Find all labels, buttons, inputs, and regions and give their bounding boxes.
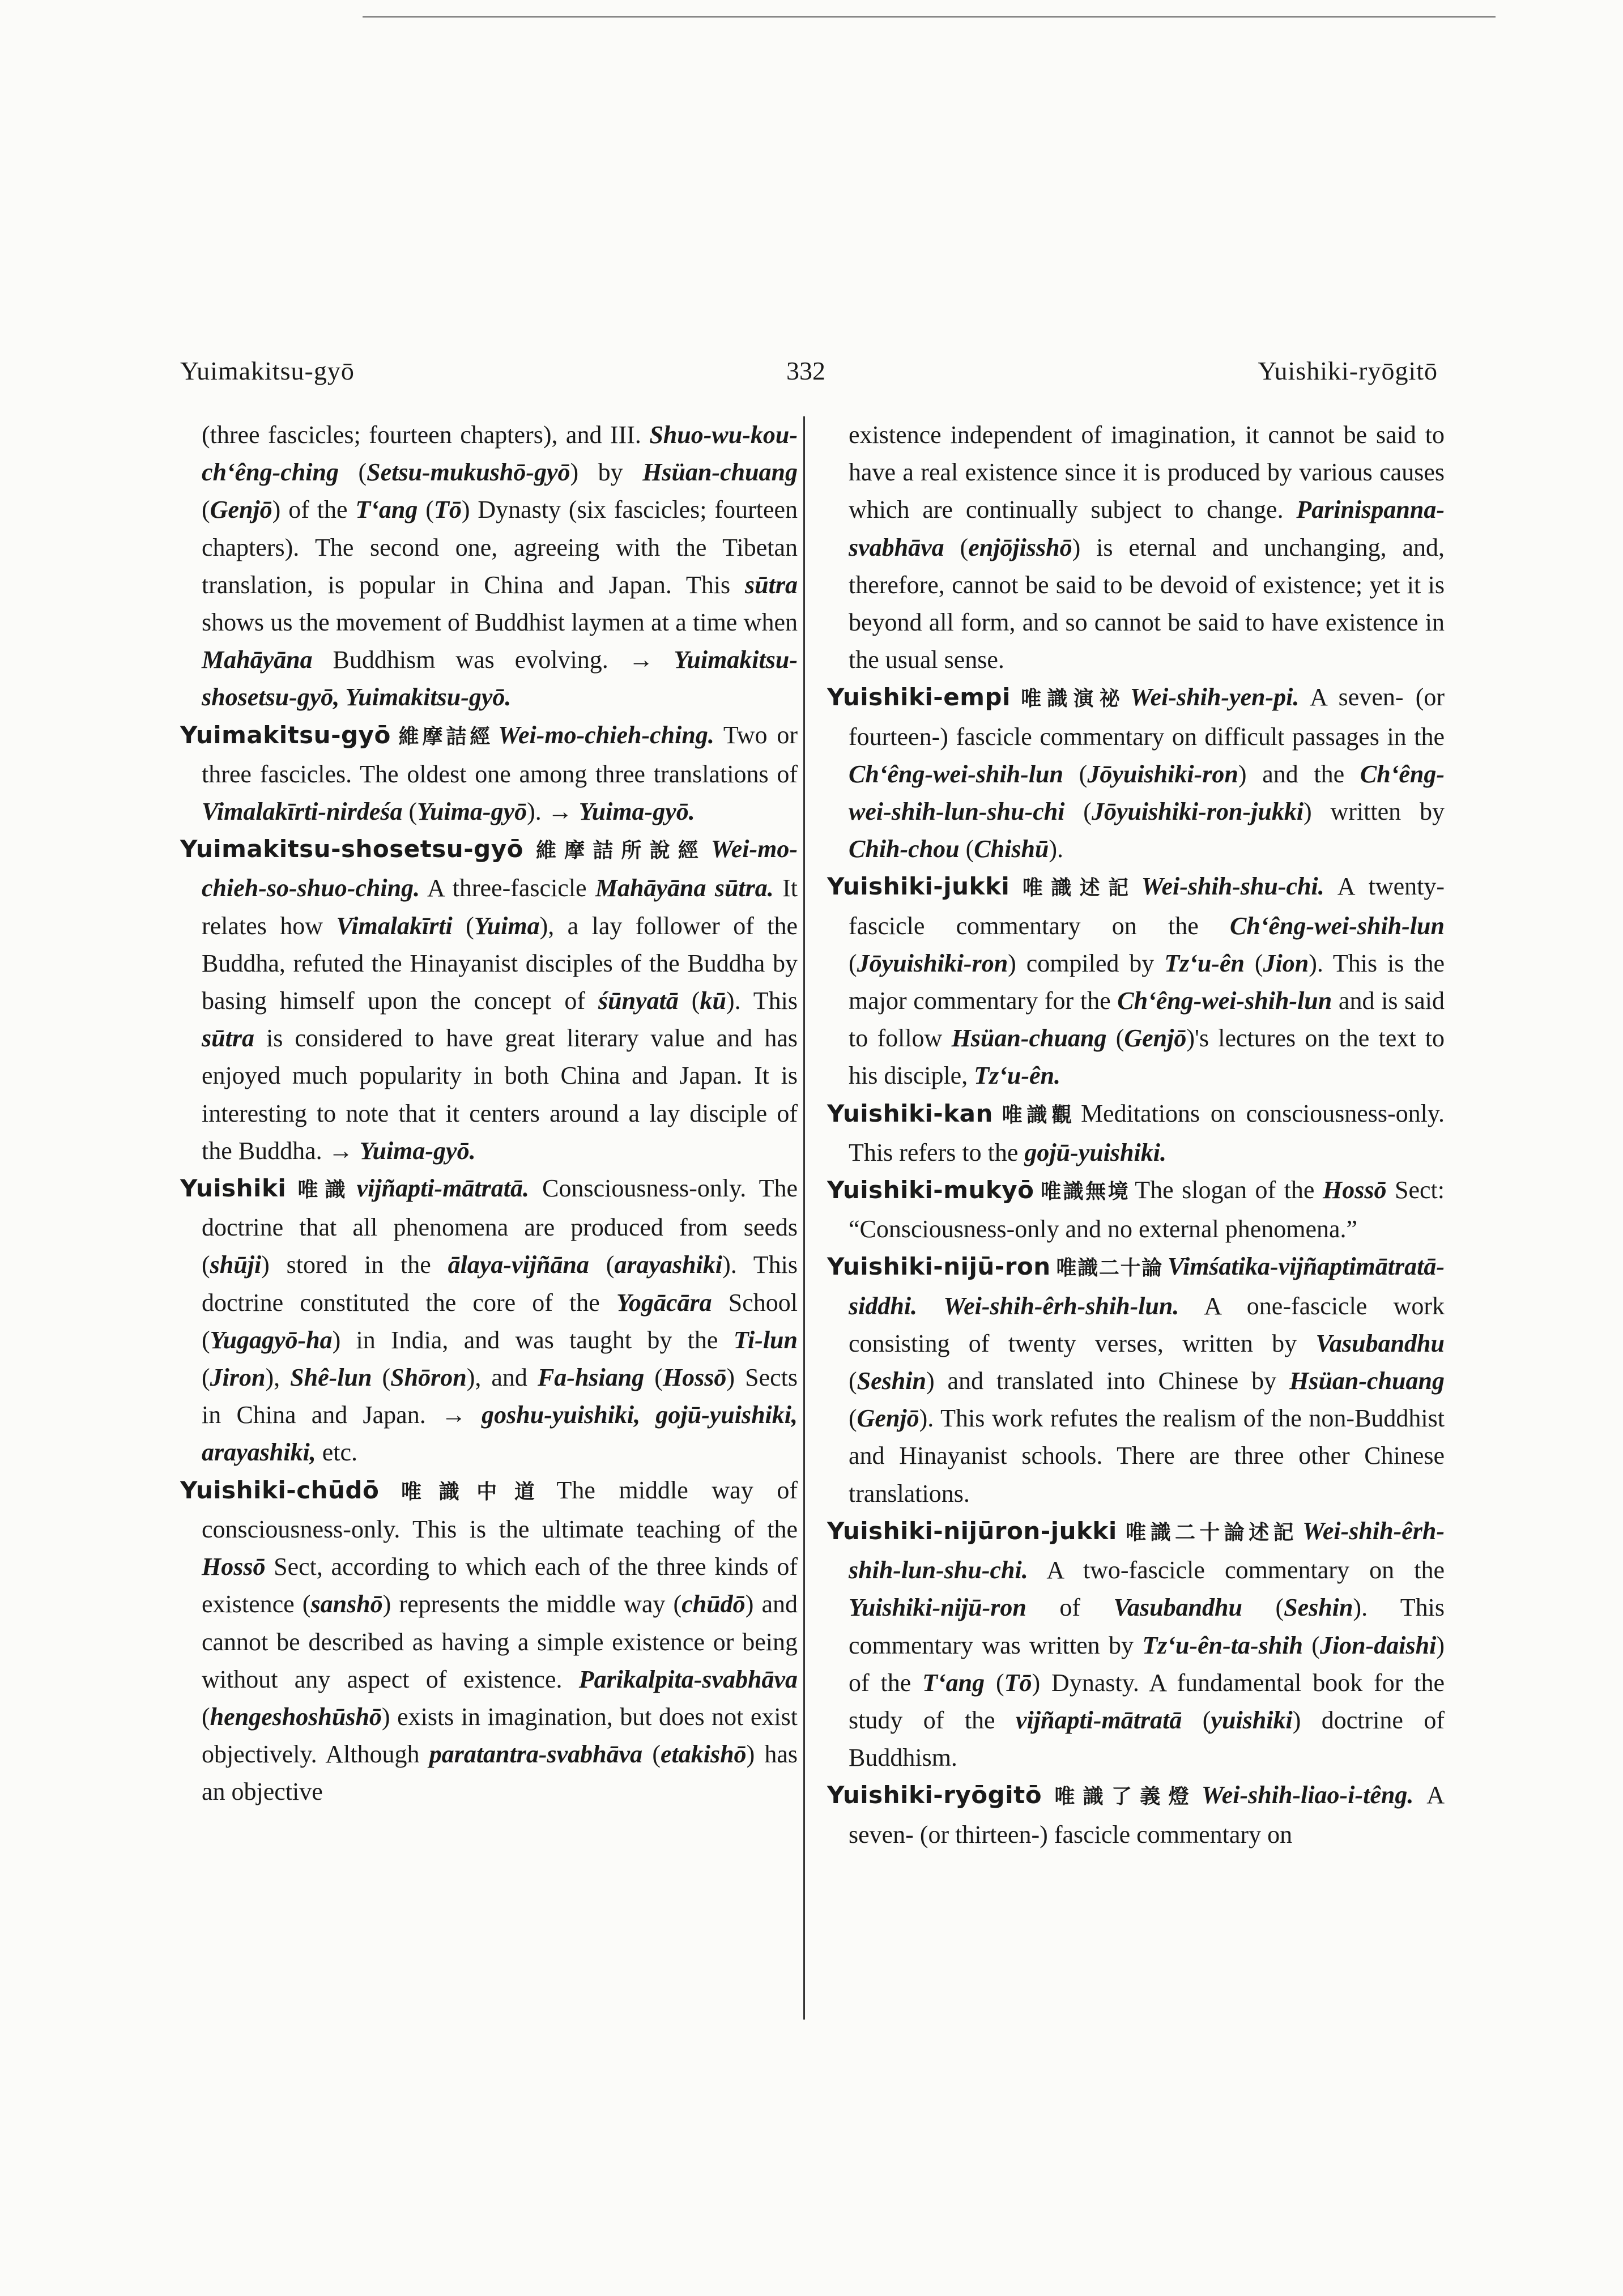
entry-kanji: 唯識觀 — [997, 1103, 1076, 1127]
entry-kanji: 唯識二十論述記 — [1121, 1520, 1298, 1544]
body-text: ( — [1244, 949, 1263, 977]
body-text: is considered to have great literary value and has enjoyed much popularity in both China and Japan. It is interesting to note that it centers around a lay disciple of the Buddha. → — [202, 1024, 798, 1165]
body-text: ) of the — [272, 496, 356, 524]
body-text: It relates how — [202, 874, 798, 940]
body-text: A seven- (or fourteen-) fascicle commentary on difficult passages in the — [849, 683, 1445, 751]
body-text: ), and — [466, 1364, 538, 1392]
italic-term: Vimalakīrti-nirdeśa — [202, 798, 403, 826]
body-text: A one-fascicle work consisting of twenty verses, written by — [849, 1292, 1445, 1357]
italic-term: Shōron — [390, 1364, 467, 1392]
italic-term: Yogācāra — [616, 1288, 712, 1317]
italic-term: Vimśatika-vijñaptimātratā-siddhi. — [849, 1253, 1445, 1320]
italic-term: Ch‘êng-wei-shih-lun — [1117, 987, 1332, 1015]
italic-term: Jōyuishiki-ron-jukki — [1091, 798, 1304, 826]
entry-headword: Yuishiki-kan — [827, 1099, 993, 1127]
entry-headword: Yuimakitsu-gyō — [180, 721, 391, 749]
italic-term: Yuimakitsu-shosetsu-gyō, Yuimakitsu-gyō. — [202, 646, 798, 712]
italic-term: Seshin — [1284, 1594, 1353, 1622]
entry-kanji: 維摩詰經 — [395, 725, 494, 748]
body-text: ) exists in imagination, but does not exist objectively. Although — [202, 1702, 798, 1769]
italic-term: Setsu-mukushō-gyō — [367, 458, 570, 487]
italic-term: Hossō — [202, 1553, 266, 1581]
dictionary-entry — [827, 868, 1445, 1094]
body-text: ( — [644, 1364, 663, 1392]
italic-term: Jōyuishiki-ron — [1087, 760, 1238, 788]
italic-term: Hossō — [1322, 1176, 1387, 1204]
body-text: of — [1026, 1594, 1114, 1622]
italic-term: Ch‘êng-wei-shih-lun-shu-chi — [849, 760, 1445, 826]
body-text: ( — [959, 835, 974, 863]
italic-term: sūtra — [202, 1024, 254, 1053]
italic-term: Vimalakīrti — [336, 911, 453, 940]
continuation-paragraph — [180, 416, 798, 717]
body-text: ). → — [527, 798, 579, 826]
body-text: ( — [1302, 1631, 1320, 1659]
italic-term: shūji — [210, 1251, 262, 1279]
body-text: ( — [1063, 760, 1088, 788]
body-text: ( — [1106, 1024, 1124, 1053]
italic-term: Hsüan-chuang — [951, 1024, 1107, 1053]
body-text: ) is eternal and unchanging, and, therefore, cannot be said to be devoid of existence; yet it is beyond all form, and so cannot be said to have existence in the usual sense. — [849, 533, 1445, 674]
body-text: shows us the movement of Buddhist laymen at a time when — [202, 608, 798, 637]
entry-kanji: 唯識二十論 — [1055, 1256, 1164, 1280]
body-text: ) Sects in China and Japan. → — [202, 1364, 798, 1429]
italic-term: Mahāyāna sūtra. — [595, 874, 774, 902]
entry-headword: Yuishiki-jukki — [827, 872, 1010, 901]
italic-term: Vasubandhu — [1113, 1594, 1242, 1622]
italic-term: Wei-mo-chieh-ching. — [498, 721, 714, 749]
italic-term: Wei-shih-yen-pi. — [1130, 683, 1300, 712]
italic-term: Jōyuishiki-ron — [857, 949, 1008, 977]
body-text: A three-fascicle — [420, 874, 595, 902]
body-text: ( — [678, 987, 700, 1015]
italic-term: enjōjisshō — [968, 533, 1072, 561]
entry-kanji: 唯識 — [291, 1178, 352, 1202]
body-text: ) Dynasty (six fascicles; fourteen chapters). The second one, agreeing with the Tibetan translation, is popular in China and Japan. This — [202, 496, 798, 599]
italic-term: yuishiki — [1211, 1706, 1293, 1734]
dictionary-entry — [180, 830, 798, 1170]
italic-term: goshu-yuishiki, gojū-yuishiki, arayashiki, — [202, 1401, 798, 1467]
body-text: ( — [372, 1364, 391, 1392]
body-text: ). This — [726, 987, 798, 1015]
body-text: Meditations on consciousness-only. This refers to the — [849, 1099, 1445, 1166]
italic-term: Ti-lun — [733, 1326, 798, 1354]
italic-term: paratantra-svabhāva — [429, 1740, 643, 1769]
italic-term: Wei-shih-êrh-shih-lun-shu-chi. — [849, 1517, 1445, 1584]
italic-term: Yuima-gyō. — [359, 1136, 476, 1165]
body-text: ) in India, and was taught by the — [332, 1326, 734, 1354]
body-text: ). — [1049, 835, 1064, 863]
body-text: ) and translated into Chinese by — [926, 1367, 1290, 1395]
body-text: ). This commentary was written by — [849, 1594, 1445, 1659]
body-text: ), a lay follower of the Buddha, refuted the Hinayanist disciples of the Buddha by basing himself upon the concept of — [202, 911, 798, 1015]
dictionary-entry — [827, 1777, 1445, 1853]
italic-term: Yuima-gyō. — [578, 798, 695, 826]
italic-term: Wei-shih-liao-i-têng. — [1201, 1781, 1414, 1809]
italic-term: Jion — [1263, 949, 1309, 977]
italic-term: vijñapti-mātratā — [1016, 1706, 1182, 1734]
entry-headword: Yuimakitsu-shosetsu-gyō — [180, 835, 523, 863]
italic-term: Jiron — [210, 1364, 266, 1392]
body-text: ) written by — [1303, 798, 1445, 826]
italic-term: śūnyatā — [598, 987, 679, 1015]
italic-term: Chishū — [974, 835, 1049, 863]
italic-term: Hsüan-chuang — [642, 458, 798, 487]
body-text: Consciousness-only. The doctrine that all phenomena are produced from seeds ( — [202, 1174, 798, 1279]
body-text: ) compiled by — [1008, 949, 1165, 977]
body-text: ( — [452, 911, 474, 940]
body-text: ( — [642, 1740, 661, 1769]
italic-term: vijñapti-mātratā. — [356, 1174, 529, 1203]
body-text: ( — [944, 533, 969, 561]
body-text: A two-fascicle commentary on the — [1028, 1556, 1445, 1584]
body-text: A twenty-fascicle commentary on the — [849, 872, 1445, 940]
italic-term: Shuo-wu-kou-ch‘êng-ching — [202, 421, 798, 487]
body-text: ( — [1064, 798, 1092, 826]
italic-term: T‘ang — [355, 496, 418, 524]
top-rule — [363, 16, 1496, 18]
body-text: )'s lectures on the text to his disciple, — [849, 1024, 1445, 1090]
body-text: etc. — [316, 1438, 357, 1467]
italic-term: T‘ang — [922, 1668, 985, 1697]
body-text: ), — [265, 1364, 291, 1392]
left-column — [180, 416, 798, 1811]
italic-term: Tō — [433, 496, 462, 524]
dictionary-entry — [180, 1170, 798, 1472]
italic-term: Jion-daishi — [1319, 1631, 1437, 1659]
body-text: (three fascicles; fourteen chapters), and III. — [202, 421, 650, 449]
italic-term: Genjō — [1124, 1024, 1187, 1053]
right-column — [827, 416, 1445, 1854]
body-text: Buddhism was evolving. → — [312, 646, 674, 674]
continuation-paragraph — [827, 416, 1445, 679]
italic-term: Yuima-gyō — [417, 798, 527, 826]
body-text: ) and cannot be described as having a simple existence or being without any aspect of existence. — [202, 1590, 798, 1693]
body-text: existence independent of imagination, it cannot be said to have a real existence since it is produced by various causes which are continually subject to change. — [849, 421, 1445, 524]
running-head-left: Yuimakitsu-gyō — [180, 356, 355, 385]
entry-kanji: 唯識中道 — [384, 1480, 552, 1503]
body-text: The middle way of consciousness-only. This is the ultimate teaching of the — [202, 1476, 798, 1543]
italic-term: Tō — [1004, 1668, 1032, 1697]
body-text: ( — [1182, 1706, 1211, 1734]
body-text: ( — [589, 1251, 615, 1279]
body-text — [917, 1292, 943, 1320]
italic-term: Seshin — [857, 1367, 926, 1395]
body-text: and is said to follow — [849, 987, 1445, 1053]
italic-term: Shê-lun — [290, 1364, 372, 1392]
body-text: ( — [339, 458, 367, 487]
entry-headword: Yuishiki — [180, 1174, 287, 1203]
body-text: ). This work refutes the realism of the non-Buddhist and Hinayanist schools. There are three other Chinese translations. — [849, 1404, 1445, 1507]
body-text: ) represents the middle way ( — [382, 1590, 682, 1618]
page-header — [180, 356, 1438, 395]
italic-term: Vasubandhu — [1315, 1329, 1445, 1357]
body-text: Two or three fascicles. The oldest one among three translations of — [202, 721, 798, 788]
italic-term: ālaya-vijñāna — [448, 1251, 589, 1279]
body-text: ( — [849, 1367, 857, 1395]
italic-term: Wei-shih-êrh-shih-lun. — [943, 1292, 1179, 1320]
body-text: The slogan of the — [1135, 1176, 1323, 1204]
italic-term: Tz‘u-ên — [1164, 949, 1245, 977]
body-text: ( — [418, 496, 434, 524]
body-text: Sect: “Consciousness-only and no external phenomena.” — [849, 1176, 1445, 1243]
body-text: ( — [202, 496, 210, 524]
italic-term: Yuima — [474, 911, 540, 940]
italic-term: arayashiki — [614, 1251, 723, 1279]
dictionary-entry — [827, 1248, 1445, 1512]
body-text: ) Dynasty. A fundamental book for the study of the — [849, 1668, 1445, 1734]
body-text: ). This is the major commentary for the — [849, 949, 1445, 1015]
body-text: ( — [202, 1364, 210, 1392]
running-head-right: Yuishiki-ryōgitō — [1258, 356, 1438, 385]
italic-term: hengeshoshūshō — [210, 1702, 382, 1731]
entry-headword: Yuishiki-nijūron-jukki — [827, 1517, 1117, 1545]
entry-kanji: 唯識述記 — [1014, 876, 1137, 900]
italic-term: Wei-mo-chieh-so-shuo-ching. — [202, 835, 798, 902]
italic-term: Yugagyō-ha — [210, 1326, 333, 1354]
body-text: ). This doctrine constituted the core of the — [202, 1251, 798, 1317]
dictionary-entry — [827, 679, 1445, 868]
entry-kanji: 維摩詰所說經 — [527, 839, 706, 863]
italic-term: gojū-yuishiki. — [1024, 1138, 1166, 1166]
body-text: ) of the — [849, 1631, 1445, 1697]
italic-term: Chih-chou — [849, 835, 960, 863]
body-text: ( — [849, 949, 857, 977]
body-text: ( — [985, 1668, 1004, 1697]
entry-kanji: 唯識了義燈 — [1046, 1785, 1197, 1809]
body-text: ( — [402, 798, 418, 826]
italic-term: Parinispanna-svabhāva — [849, 496, 1445, 561]
dictionary-entry — [180, 717, 798, 831]
body-text: ) by — [570, 458, 643, 487]
italic-term: sanshō — [310, 1590, 383, 1618]
italic-term: Yuishiki-nijū-ron — [849, 1594, 1026, 1622]
entry-headword: Yuishiki-mukyō — [827, 1176, 1034, 1204]
italic-term: Genjō — [857, 1404, 919, 1433]
body-text: ) stored in the — [261, 1251, 448, 1279]
dictionary-entry — [180, 1472, 798, 1811]
body-text: ) has an objective — [202, 1740, 798, 1806]
column-divider — [803, 416, 805, 2020]
italic-term: Hsüan-chuang — [1289, 1367, 1445, 1395]
entry-headword: Yuishiki-nijū-ron — [827, 1253, 1051, 1281]
italic-term: Tz‘u-ên-ta-shih — [1142, 1631, 1303, 1659]
body-text: A seven- (or thirteen-) fascicle commentary on — [849, 1781, 1445, 1848]
italic-term: sūtra — [745, 570, 798, 599]
dictionary-entry — [827, 1513, 1445, 1777]
italic-term: Tz‘u-ên. — [974, 1062, 1060, 1090]
body-text: School ( — [202, 1288, 798, 1354]
body-text: Sect, according to which each of the three kinds of existence ( — [202, 1553, 798, 1618]
italic-term: Wei-shih-shu-chi. — [1141, 872, 1324, 901]
italic-term: Ch‘êng-wei-shih-lun — [849, 760, 1063, 788]
italic-term: Ch‘êng-wei-shih-lun — [1230, 911, 1445, 940]
entry-headword: Yuishiki-chūdō — [180, 1476, 380, 1504]
italic-term: kū — [700, 987, 726, 1015]
body-text: ) and the — [1238, 760, 1360, 788]
italic-term: Hossō — [662, 1364, 727, 1392]
italic-term: chūdō — [681, 1590, 746, 1618]
italic-term: Fa-hsiang — [537, 1364, 645, 1392]
italic-term: Genjō — [210, 496, 272, 524]
body-text: ( — [1242, 1594, 1284, 1622]
body-text: ) doctrine of Buddhism. — [849, 1706, 1445, 1772]
italic-term: Parikalpita-svabhāva — [578, 1665, 798, 1693]
entry-headword: Yuishiki-empi — [827, 683, 1011, 712]
entry-kanji: 唯識演祕 — [1015, 687, 1126, 711]
entry-headword: Yuishiki-ryōgitō — [827, 1781, 1042, 1809]
dictionary-entry — [827, 1172, 1445, 1248]
body-text: ( — [202, 1702, 210, 1731]
italic-term: Mahāyāna — [202, 646, 313, 674]
entry-kanji: 唯識無境 — [1038, 1180, 1131, 1204]
dictionary-entry — [827, 1095, 1445, 1172]
body-text: ( — [849, 1404, 857, 1433]
italic-term: etakishō — [660, 1740, 747, 1769]
page-number: 332 — [786, 356, 825, 385]
